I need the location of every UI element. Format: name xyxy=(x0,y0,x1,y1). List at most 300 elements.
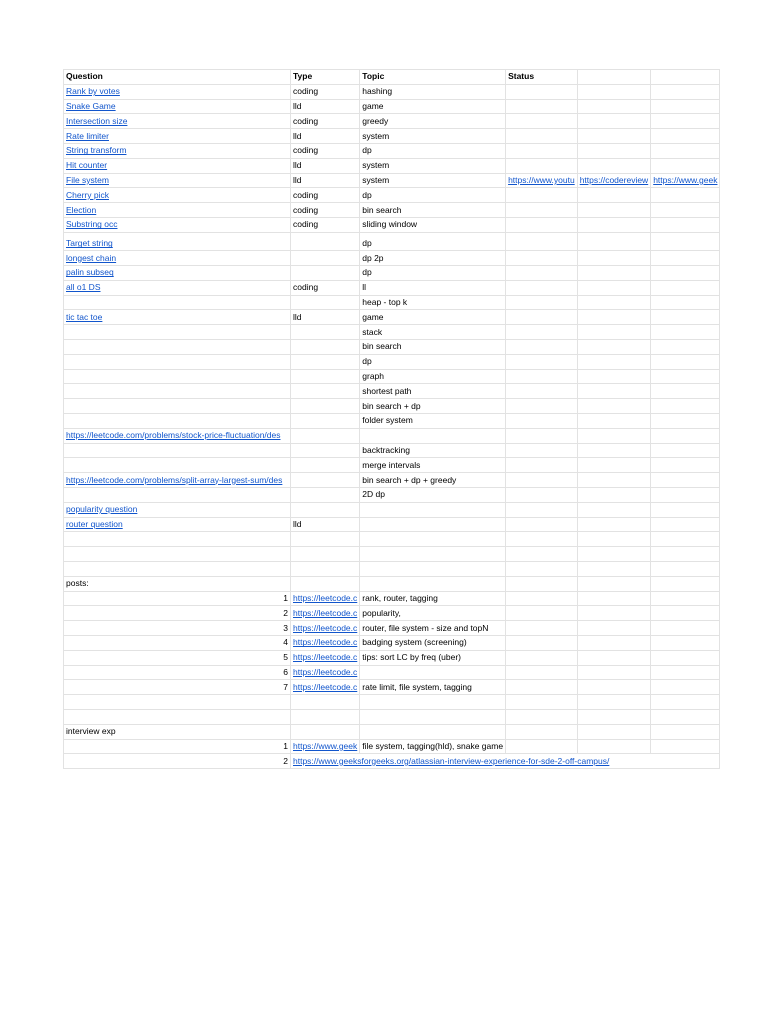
table-cell[interactable] xyxy=(360,517,506,532)
table-cell[interactable] xyxy=(64,428,291,443)
cell-link[interactable]: https://leetcode.c xyxy=(293,622,358,633)
table-cell[interactable] xyxy=(577,665,651,680)
table-cell[interactable] xyxy=(506,384,578,399)
table-cell[interactable] xyxy=(651,517,720,532)
table-cell[interactable] xyxy=(64,114,291,129)
table-cell[interactable]: system xyxy=(360,173,506,188)
table-cell[interactable] xyxy=(651,443,720,458)
table-cell[interactable] xyxy=(577,384,651,399)
table-cell[interactable] xyxy=(651,576,720,591)
table-cell[interactable]: dp xyxy=(360,232,506,251)
table-cell[interactable] xyxy=(360,709,506,724)
table-cell[interactable] xyxy=(577,203,651,218)
table-cell[interactable]: ll xyxy=(360,280,506,295)
cell-link[interactable]: Target string xyxy=(66,238,113,249)
table-cell[interactable] xyxy=(64,369,291,384)
table-cell[interactable] xyxy=(651,188,720,203)
table-cell[interactable]: heap - top k xyxy=(360,295,506,310)
table-cell[interactable] xyxy=(651,158,720,173)
table-cell[interactable] xyxy=(64,488,291,503)
table-cell[interactable] xyxy=(506,680,578,695)
table-cell[interactable] xyxy=(651,458,720,473)
table-cell[interactable] xyxy=(577,325,651,340)
cell-link[interactable]: Rank by votes xyxy=(66,86,120,97)
table-cell[interactable] xyxy=(64,709,291,724)
table-cell[interactable]: coding xyxy=(291,280,360,295)
table-cell[interactable] xyxy=(291,354,360,369)
table-cell[interactable] xyxy=(506,591,578,606)
cell-link[interactable]: Snake Game xyxy=(66,100,116,111)
table-cell[interactable] xyxy=(64,399,291,414)
table-cell[interactable] xyxy=(291,635,360,650)
table-cell[interactable] xyxy=(291,295,360,310)
table-cell[interactable] xyxy=(506,251,578,266)
table-cell[interactable] xyxy=(651,280,720,295)
table-cell[interactable] xyxy=(64,129,291,144)
table-cell[interactable] xyxy=(651,606,720,621)
table-cell[interactable] xyxy=(291,754,720,769)
table-cell[interactable]: 4 xyxy=(64,635,291,650)
table-cell[interactable] xyxy=(291,266,360,281)
table-cell[interactable] xyxy=(651,547,720,562)
table-cell[interactable] xyxy=(360,562,506,577)
cell-link[interactable]: https://codereview xyxy=(579,174,649,185)
table-cell[interactable] xyxy=(291,458,360,473)
header-cell[interactable] xyxy=(577,70,651,85)
table-cell[interactable] xyxy=(506,650,578,665)
table-cell[interactable] xyxy=(577,502,651,517)
table-cell[interactable]: 2 xyxy=(64,754,291,769)
table-cell[interactable] xyxy=(64,232,291,251)
table-cell[interactable]: coding xyxy=(291,114,360,129)
table-cell[interactable] xyxy=(360,532,506,547)
table-cell[interactable]: popularity, xyxy=(360,606,506,621)
table-cell[interactable] xyxy=(577,443,651,458)
table-cell[interactable]: folder system xyxy=(360,414,506,429)
cell-link[interactable]: Hit counter xyxy=(66,160,108,171)
table-cell[interactable] xyxy=(577,399,651,414)
table-cell[interactable] xyxy=(291,443,360,458)
table-cell[interactable] xyxy=(506,443,578,458)
table-cell[interactable]: bin search xyxy=(360,203,506,218)
cell-link[interactable]: all o1 DS xyxy=(66,282,101,293)
table-cell[interactable] xyxy=(651,114,720,129)
cell-link[interactable]: Election xyxy=(66,204,97,215)
table-cell[interactable] xyxy=(506,517,578,532)
table-cell[interactable] xyxy=(651,532,720,547)
table-cell[interactable] xyxy=(577,517,651,532)
table-cell[interactable] xyxy=(577,473,651,488)
table-cell[interactable]: coding xyxy=(291,143,360,158)
table-cell[interactable] xyxy=(360,695,506,710)
table-cell[interactable] xyxy=(577,562,651,577)
cell-link[interactable]: https://leetcode.c xyxy=(293,666,358,677)
table-cell[interactable] xyxy=(651,414,720,429)
table-cell[interactable]: badging system (screening) xyxy=(360,635,506,650)
table-cell[interactable] xyxy=(651,665,720,680)
table-cell[interactable]: dp 2p xyxy=(360,251,506,266)
table-cell[interactable]: file system, tagging(hld), snake game xyxy=(360,739,506,754)
table-cell[interactable]: 6 xyxy=(64,665,291,680)
table-cell[interactable] xyxy=(651,650,720,665)
table-cell[interactable]: game xyxy=(360,99,506,114)
table-cell[interactable]: lld xyxy=(291,129,360,144)
table-cell[interactable] xyxy=(291,325,360,340)
header-cell[interactable]: Topic xyxy=(360,70,506,85)
table-cell[interactable] xyxy=(291,384,360,399)
table-cell[interactable]: sliding window xyxy=(360,217,506,232)
table-cell[interactable] xyxy=(64,695,291,710)
table-cell[interactable] xyxy=(291,591,360,606)
cell-link[interactable]: https://leetcode.c xyxy=(293,607,358,618)
table-cell[interactable] xyxy=(64,310,291,325)
table-cell[interactable] xyxy=(577,591,651,606)
table-cell[interactable] xyxy=(64,217,291,232)
table-cell[interactable] xyxy=(651,488,720,503)
table-cell[interactable] xyxy=(64,547,291,562)
table-cell[interactable] xyxy=(506,635,578,650)
table-cell[interactable]: 2D dp xyxy=(360,488,506,503)
table-cell[interactable] xyxy=(651,709,720,724)
table-cell[interactable]: lld xyxy=(291,173,360,188)
table-cell[interactable] xyxy=(506,473,578,488)
table-cell[interactable] xyxy=(291,251,360,266)
table-cell[interactable]: lld xyxy=(291,158,360,173)
cell-link[interactable]: https://leetcode.c xyxy=(293,637,358,648)
table-cell[interactable] xyxy=(577,84,651,99)
table-cell[interactable] xyxy=(651,724,720,739)
table-cell[interactable] xyxy=(577,217,651,232)
table-cell[interactable] xyxy=(360,547,506,562)
table-cell[interactable] xyxy=(291,547,360,562)
table-cell[interactable]: greedy xyxy=(360,114,506,129)
table-cell[interactable] xyxy=(577,266,651,281)
table-cell[interactable] xyxy=(577,354,651,369)
table-cell[interactable] xyxy=(577,251,651,266)
cell-link[interactable]: palin subseq xyxy=(66,267,114,278)
table-cell[interactable] xyxy=(64,340,291,355)
table-cell[interactable] xyxy=(651,232,720,251)
table-cell[interactable] xyxy=(360,576,506,591)
table-cell[interactable] xyxy=(64,84,291,99)
table-cell[interactable] xyxy=(577,650,651,665)
table-cell[interactable]: rate limit, file system, tagging xyxy=(360,680,506,695)
table-cell[interactable] xyxy=(506,266,578,281)
table-cell[interactable] xyxy=(506,325,578,340)
table-cell[interactable] xyxy=(506,414,578,429)
table-cell[interactable] xyxy=(291,428,360,443)
table-cell[interactable] xyxy=(506,280,578,295)
cell-link[interactable]: https://www.geeksforgeeks.org/atlassian-interview-experience-for-sde-2-off-campus/ xyxy=(293,755,610,766)
table-cell[interactable] xyxy=(577,458,651,473)
table-cell[interactable]: graph xyxy=(360,369,506,384)
table-cell[interactable]: bin search xyxy=(360,340,506,355)
table-cell[interactable] xyxy=(506,532,578,547)
cell-link[interactable]: https://leetcode.c xyxy=(293,681,358,692)
table-cell[interactable]: dp xyxy=(360,266,506,281)
table-cell[interactable] xyxy=(651,143,720,158)
table-cell[interactable] xyxy=(651,384,720,399)
table-cell[interactable] xyxy=(577,428,651,443)
table-cell[interactable] xyxy=(577,114,651,129)
table-cell[interactable]: coding xyxy=(291,217,360,232)
table-cell[interactable] xyxy=(291,414,360,429)
table-cell[interactable] xyxy=(506,709,578,724)
table-cell[interactable] xyxy=(291,502,360,517)
table-cell[interactable] xyxy=(577,532,651,547)
table-cell[interactable] xyxy=(651,266,720,281)
table-cell[interactable] xyxy=(577,340,651,355)
table-cell[interactable] xyxy=(651,340,720,355)
table-cell[interactable] xyxy=(651,473,720,488)
table-cell[interactable] xyxy=(291,665,360,680)
table-cell[interactable] xyxy=(64,251,291,266)
table-cell[interactable]: lld xyxy=(291,517,360,532)
table-cell[interactable] xyxy=(506,428,578,443)
table-cell[interactable] xyxy=(651,325,720,340)
table-cell[interactable]: 1 xyxy=(64,591,291,606)
table-cell[interactable] xyxy=(651,203,720,218)
table-cell[interactable]: coding xyxy=(291,188,360,203)
header-cell[interactable]: Question xyxy=(64,70,291,85)
cell-link[interactable]: tic tac toe xyxy=(66,311,103,322)
cell-link[interactable]: https://www.geek xyxy=(653,174,718,185)
table-cell[interactable] xyxy=(506,621,578,636)
table-cell[interactable]: dp xyxy=(360,188,506,203)
header-cell[interactable]: Type xyxy=(291,70,360,85)
table-cell[interactable] xyxy=(577,621,651,636)
table-cell[interactable] xyxy=(506,502,578,517)
table-cell[interactable] xyxy=(651,354,720,369)
table-cell[interactable] xyxy=(291,232,360,251)
table-cell[interactable]: system xyxy=(360,129,506,144)
table-cell[interactable] xyxy=(577,635,651,650)
table-cell[interactable] xyxy=(506,188,578,203)
table-cell[interactable] xyxy=(360,665,506,680)
table-cell[interactable] xyxy=(64,458,291,473)
table-cell[interactable] xyxy=(506,354,578,369)
table-cell[interactable] xyxy=(64,280,291,295)
table-cell[interactable] xyxy=(506,369,578,384)
table-cell[interactable] xyxy=(291,562,360,577)
cell-link[interactable]: https://leetcode.com/problems/stock-price-fluctuation/des xyxy=(66,430,281,441)
table-cell[interactable]: posts: xyxy=(64,576,291,591)
table-cell[interactable] xyxy=(577,547,651,562)
table-cell[interactable] xyxy=(64,203,291,218)
table-cell[interactable] xyxy=(577,724,651,739)
cell-link[interactable]: String transform xyxy=(66,145,127,156)
table-cell[interactable] xyxy=(291,340,360,355)
table-cell[interactable] xyxy=(651,680,720,695)
table-cell[interactable] xyxy=(651,635,720,650)
cell-link[interactable]: File system xyxy=(66,174,109,185)
cell-link[interactable]: Substring occ xyxy=(66,219,118,230)
table-cell[interactable] xyxy=(651,173,720,188)
table-cell[interactable] xyxy=(577,173,651,188)
table-cell[interactable]: 7 xyxy=(64,680,291,695)
table-cell[interactable]: hashing xyxy=(360,84,506,99)
table-cell[interactable] xyxy=(291,680,360,695)
table-cell[interactable] xyxy=(577,158,651,173)
table-cell[interactable] xyxy=(506,695,578,710)
table-cell[interactable] xyxy=(577,188,651,203)
table-cell[interactable] xyxy=(64,414,291,429)
table-cell[interactable] xyxy=(577,232,651,251)
table-cell[interactable] xyxy=(64,325,291,340)
table-cell[interactable] xyxy=(506,488,578,503)
table-cell[interactable] xyxy=(64,158,291,173)
table-cell[interactable] xyxy=(291,576,360,591)
cell-link[interactable]: https://leetcode.c xyxy=(293,652,358,663)
table-cell[interactable]: 1 xyxy=(64,739,291,754)
table-cell[interactable] xyxy=(360,502,506,517)
table-cell[interactable] xyxy=(651,310,720,325)
cell-link[interactable]: https://leetcode.c xyxy=(293,592,358,603)
table-cell[interactable] xyxy=(506,295,578,310)
table-cell[interactable] xyxy=(64,99,291,114)
table-cell[interactable] xyxy=(577,310,651,325)
table-cell[interactable] xyxy=(506,399,578,414)
table-cell[interactable] xyxy=(64,532,291,547)
table-cell[interactable] xyxy=(64,266,291,281)
table-cell[interactable] xyxy=(577,143,651,158)
table-cell[interactable]: dp xyxy=(360,143,506,158)
table-cell[interactable] xyxy=(506,576,578,591)
table-cell[interactable] xyxy=(506,547,578,562)
cell-link[interactable]: https://www.geek xyxy=(293,740,358,751)
table-cell[interactable] xyxy=(291,709,360,724)
table-cell[interactable] xyxy=(577,99,651,114)
header-cell[interactable]: Status xyxy=(506,70,578,85)
table-cell[interactable] xyxy=(64,188,291,203)
table-cell[interactable] xyxy=(506,665,578,680)
table-cell[interactable] xyxy=(506,724,578,739)
table-cell[interactable] xyxy=(651,217,720,232)
table-cell[interactable] xyxy=(506,739,578,754)
table-cell[interactable] xyxy=(64,562,291,577)
table-cell[interactable] xyxy=(506,458,578,473)
table-cell[interactable] xyxy=(291,532,360,547)
table-cell[interactable]: dp xyxy=(360,354,506,369)
table-cell[interactable] xyxy=(64,517,291,532)
table-cell[interactable] xyxy=(577,369,651,384)
table-cell[interactable] xyxy=(64,443,291,458)
table-cell[interactable] xyxy=(577,414,651,429)
table-cell[interactable] xyxy=(506,217,578,232)
table-cell[interactable] xyxy=(64,295,291,310)
table-cell[interactable]: shortest path xyxy=(360,384,506,399)
table-cell[interactable] xyxy=(291,695,360,710)
table-cell[interactable] xyxy=(651,591,720,606)
table-cell[interactable]: 2 xyxy=(64,606,291,621)
table-cell[interactable]: interview exp xyxy=(64,724,291,739)
table-cell[interactable] xyxy=(360,724,506,739)
table-cell[interactable] xyxy=(506,114,578,129)
table-cell[interactable]: 3 xyxy=(64,621,291,636)
table-cell[interactable] xyxy=(577,739,651,754)
table-cell[interactable]: lld xyxy=(291,99,360,114)
table-cell[interactable] xyxy=(651,695,720,710)
table-cell[interactable]: bin search + dp xyxy=(360,399,506,414)
table-cell[interactable]: stack xyxy=(360,325,506,340)
table-cell[interactable] xyxy=(291,621,360,636)
table-cell[interactable] xyxy=(651,739,720,754)
table-cell[interactable] xyxy=(577,695,651,710)
table-cell[interactable] xyxy=(651,84,720,99)
header-cell[interactable] xyxy=(651,70,720,85)
table-cell[interactable] xyxy=(291,369,360,384)
table-cell[interactable]: coding xyxy=(291,203,360,218)
table-cell[interactable] xyxy=(506,606,578,621)
table-cell[interactable] xyxy=(64,502,291,517)
table-cell[interactable] xyxy=(360,428,506,443)
table-cell[interactable]: lld xyxy=(291,310,360,325)
table-cell[interactable] xyxy=(651,369,720,384)
table-cell[interactable]: system xyxy=(360,158,506,173)
table-cell[interactable] xyxy=(291,724,360,739)
table-cell[interactable] xyxy=(506,310,578,325)
table-cell[interactable] xyxy=(291,606,360,621)
table-cell[interactable]: rank, router, tagging xyxy=(360,591,506,606)
cell-link[interactable]: Rate limiter xyxy=(66,130,109,141)
table-cell[interactable] xyxy=(506,143,578,158)
table-cell[interactable] xyxy=(64,143,291,158)
table-cell[interactable] xyxy=(577,606,651,621)
table-cell[interactable] xyxy=(291,488,360,503)
table-cell[interactable] xyxy=(291,473,360,488)
table-cell[interactable] xyxy=(506,173,578,188)
table-cell[interactable] xyxy=(506,340,578,355)
table-cell[interactable]: merge intervals xyxy=(360,458,506,473)
table-cell[interactable] xyxy=(577,280,651,295)
cell-link[interactable]: popularity question xyxy=(66,504,138,515)
table-cell[interactable] xyxy=(64,354,291,369)
table-cell[interactable]: backtracking xyxy=(360,443,506,458)
table-cell[interactable] xyxy=(651,129,720,144)
table-cell[interactable] xyxy=(577,680,651,695)
cell-link[interactable]: https://www.youtu xyxy=(508,174,575,185)
table-cell[interactable] xyxy=(506,158,578,173)
cell-link[interactable]: longest chain xyxy=(66,252,117,263)
cell-link[interactable]: router question xyxy=(66,519,123,529)
table-cell[interactable] xyxy=(577,295,651,310)
cell-link[interactable]: Intersection size xyxy=(66,115,128,126)
table-cell[interactable] xyxy=(291,739,360,754)
cell-link[interactable]: Cherry pick xyxy=(66,189,109,200)
table-cell[interactable] xyxy=(64,173,291,188)
table-cell[interactable]: game xyxy=(360,310,506,325)
table-cell[interactable] xyxy=(506,129,578,144)
table-cell[interactable] xyxy=(651,502,720,517)
table-cell[interactable]: router, file system - size and topN xyxy=(360,621,506,636)
table-cell[interactable] xyxy=(64,384,291,399)
table-cell[interactable] xyxy=(506,99,578,114)
table-cell[interactable] xyxy=(506,203,578,218)
table-cell[interactable] xyxy=(506,562,578,577)
table-cell[interactable] xyxy=(506,232,578,251)
table-cell[interactable] xyxy=(64,473,291,488)
table-cell[interactable]: coding xyxy=(291,84,360,99)
table-cell[interactable]: bin search + dp + greedy xyxy=(360,473,506,488)
table-cell[interactable] xyxy=(651,99,720,114)
table-cell[interactable] xyxy=(651,562,720,577)
table-cell[interactable] xyxy=(651,428,720,443)
table-cell[interactable] xyxy=(651,251,720,266)
table-cell[interactable] xyxy=(291,650,360,665)
table-cell[interactable] xyxy=(651,621,720,636)
table-cell[interactable] xyxy=(577,709,651,724)
table-cell[interactable] xyxy=(651,295,720,310)
